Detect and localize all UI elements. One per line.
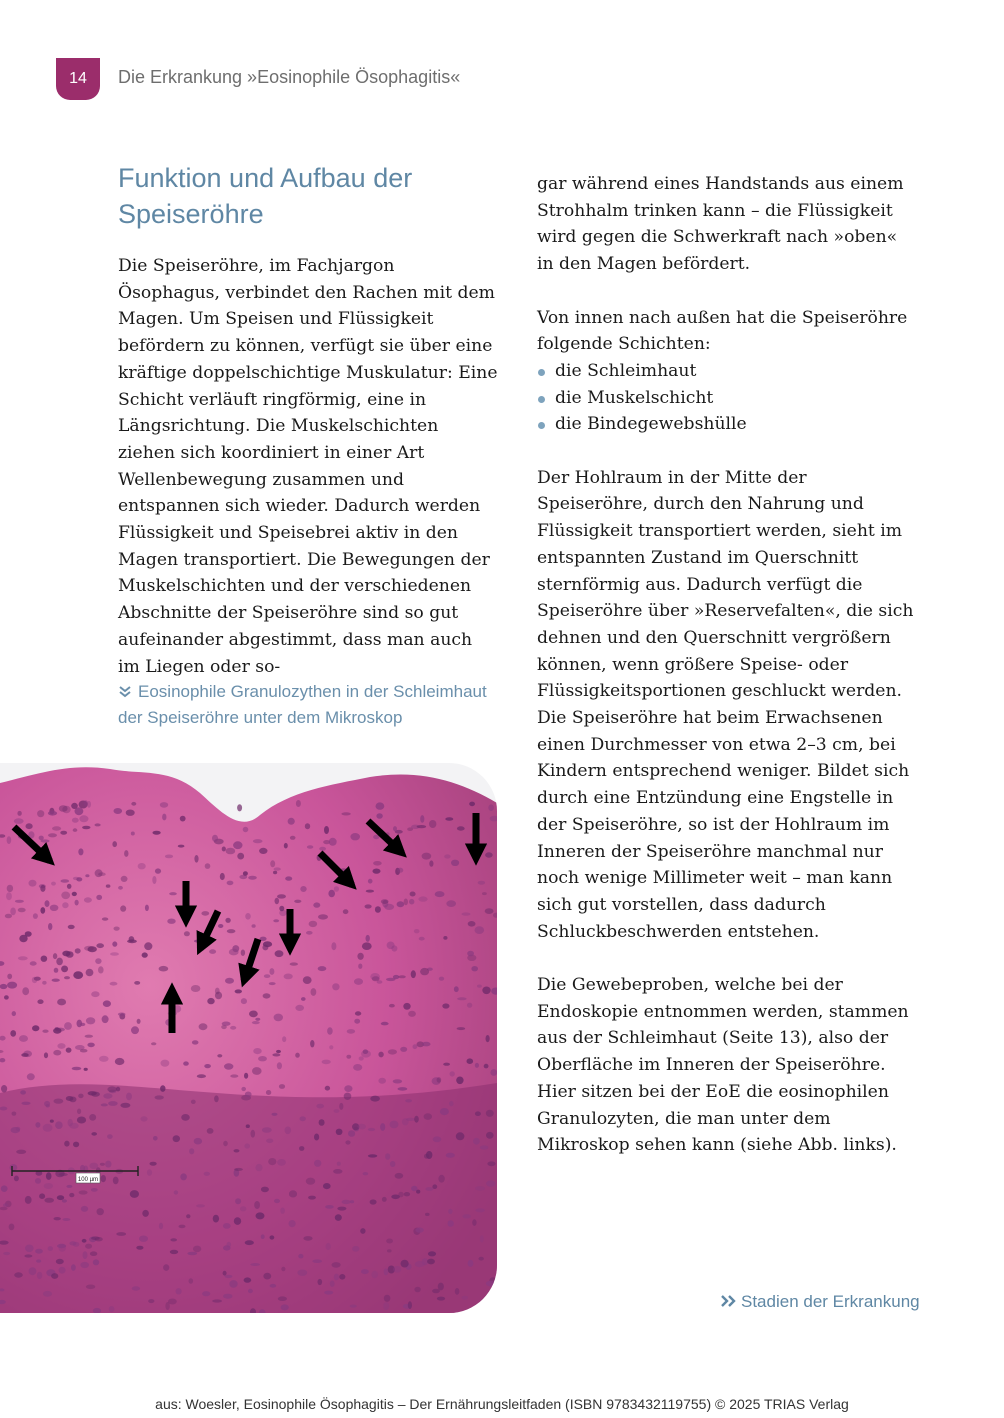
scale-label: 100 µm [77,1177,99,1183]
list-item: die Schleimhaut [537,358,919,385]
next-section-label: Stadien der Erkrankung [741,1292,920,1311]
figure-caption-text: Eosinophile Granulozythen in der Schleimhaut der Speiseröhre unter dem Mikroskop [118,682,487,727]
figure-caption [118,679,498,731]
list-item: die Bindegewebshülle [537,411,919,438]
layers-list [537,358,919,438]
next-section-link[interactable] [721,1292,920,1312]
page-number-badge [56,58,100,100]
micrograph-image [0,763,497,1313]
paragraph-layers-intro: Von innen nach außen hat die Speiseröhre folgende Schichten: [537,307,908,355]
list-item: die Muskelschicht [537,385,919,412]
paragraph-lumen: Der Hohlraum in der Mitte der Speiseröhre, durch den Nahrung und Flüssigkeit transportiert werden, sieht im entspannten Zustand im Querschnitt sternförmig aus. Dadurch verfügt die Speiseröhre über »Reservefalten«, die sich dehnen und den Querschnitt vergrößern können, wenn größere Speise- oder Flüssigkeitsportionen geschluckt werden. Die Speiseröhre hat beim Erwachsenen einen Durchmesser von etwa 2–3 cm, bei Kindern entsprechend weniger. Bildet sich durch eine Entzündung eine Engstelle in der Speiseröhre, so ist der Hohlraum im Inneren der Speiseröhre manchmal nur noch wenige Millimeter weit – man kann sich gut vorstellen, dass dadurch Schluckbeschwerden entstehen. [537,467,914,942]
micrograph-svg [0,763,497,1313]
paragraph-continuation: gar während eines Handstands aus einem Strohhalm trinken kann – die Flüssigkeit wird gegen die Schwerkraft nach »oben« in den Magen befördert. [537,174,904,275]
left-column [118,253,498,680]
bullet-icon [538,369,545,376]
double-chevron-right-icon [721,1295,737,1307]
paragraph-biopsy: Die Gewebeproben, welche bei der Endoskopie entnommen werden, stammen aus der Schleimhaut (Seite 13), also der Oberfläche im Inneren der Speiseröhre. Hier sitzen bei der EoE die eosinophilen Granulozyten, die man unter dem Mikroskop sehen kann (siehe Abb. links). [537,975,909,1156]
right-column [537,171,919,1159]
running-title: Die Erkrankung »Eosinophile Ösophagitis« [118,67,461,87]
section-title: Funktion und Aufbau der Speiseröhre [118,163,413,229]
bullet-icon [538,396,545,403]
chevron-down-icon [118,684,132,698]
paragraph-intro: Die Speiseröhre, im Fachjargon Ösophagus, verbindet den Rachen mit dem Magen. Um Speisen und Flüssigkeit befördern zu können, verfügt sie über eine kräftige doppelschichtige Muskulatur: Eine Schicht verläuft ringförmig, eine in Längsrichtung. Die Muskelschichten ziehen sich koordiniert in einer Art Wellenbewegung zusammen und entspannen sich wieder. Dadurch werden Flüssigkeit und Speisebrei aktiv in den Magen transportiert. Die Bewegungen der Muskelschichten und der verschiedenen Abschnitte der Speiseröhre sind so gut aufeinander abgestimmt, dass man auch im Liegen oder so- [118,256,498,677]
bullet-icon [538,422,545,429]
copyright-footer: aus: Woesler, Eosinophile Ösophagitis – Der Ernährungsleitfaden (ISBN 9783432119755) © 2025 TRIAS Verlag [155,1396,849,1412]
page-number: 14 [69,70,87,87]
